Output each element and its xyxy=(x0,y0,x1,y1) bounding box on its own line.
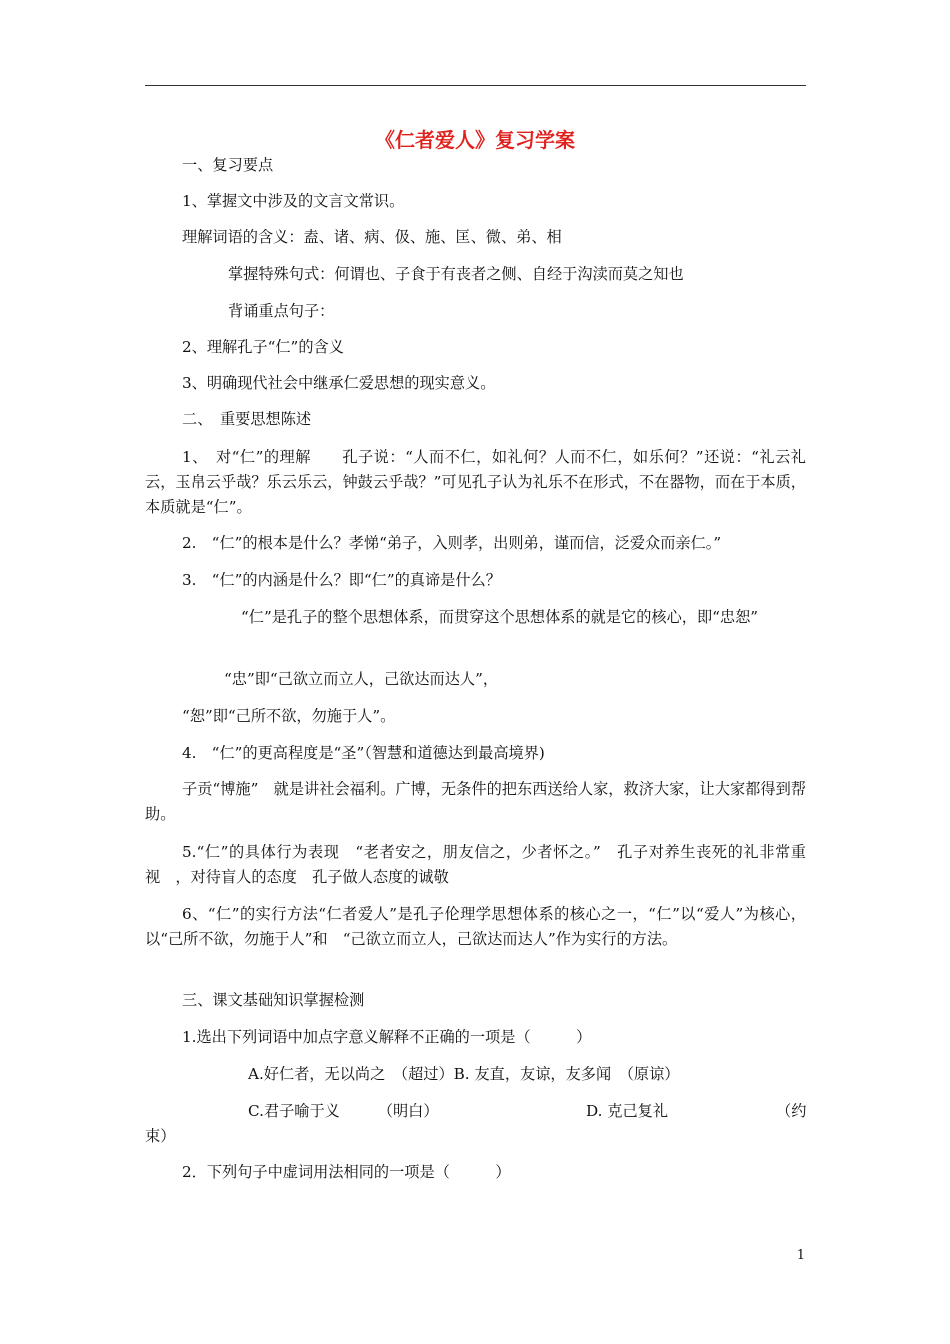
paragraph: “仁”是孔子的整个思想体系，而贯穿这个思想体系的就是它的核心，即“忠恕” xyxy=(241,608,759,626)
option-line: A.好仁者，无以尚之 （超过）B. 友直，友谅，友多闻 （原谅） xyxy=(248,1065,680,1083)
option-line: （约 xyxy=(776,1102,807,1120)
text-line: 3、明确现代社会中继承仁爱思想的现实意义。 xyxy=(182,374,496,392)
header-rule xyxy=(145,85,806,86)
text-line: 4. “仁”的更高程度是“圣”（智慧和道德达到最高境界) xyxy=(182,744,545,762)
text-line: 2. “仁”的根本是什么？孝悌“弟子，入则孝，出则弟，谨而信，泛爱众而亲仁。” xyxy=(182,534,722,552)
paragraph: 6、“仁”的实行方法“仁者爱人”是孔子伦理学思想体系的核心之一，“仁”以“爱人”为核心，以“己所不欲，勿施于人”和 “己欲立而立人，己欲达而达人”作为实行的方法。 xyxy=(145,905,806,948)
text-line: “忠”即“己欲立而立人，己欲达而达人”， xyxy=(224,670,499,688)
document-title: 《仁者爱人》复习学案 xyxy=(375,128,575,152)
text-line: 3. “仁”的内涵是什么？即“仁”的真谛是什么？ xyxy=(182,571,501,589)
option-line: C.君子喻于义 （明白） xyxy=(248,1102,439,1120)
option-line: 束） xyxy=(145,1127,176,1145)
text-line: 2、理解孔子“仁”的含义 xyxy=(182,338,344,356)
text-line: 1、掌握文中涉及的文言文常识。 xyxy=(182,192,405,210)
paragraph: 子贡“博施” 就是讲社会福利。广博，无条件的把东西送给人家，救济大家，让大家都得到帮助。 xyxy=(145,780,806,823)
section-heading-3: 三、课文基础知识掌握检测 xyxy=(182,991,365,1009)
paragraph: 1、 对“仁”的理解 孔子说：“人而不仁，如礼何？人而不仁，如乐何？”还说：“礼云礼云，玉帛云乎哉？乐云乐云，钟鼓云乎哉？”可见孔子认为礼乐不在形式，不在器物，而在于本质，本质就是“仁”。 xyxy=(145,448,806,516)
text-line: 理解词语的含义：盍、诸、病、伋、施、匡、微、弟、相 xyxy=(182,228,562,246)
question-line: 1.选出下列词语中加点字意义解释不正确的一项是（ ） xyxy=(182,1028,592,1046)
text-line: 掌握特殊句式：何谓也、子食于有丧者之侧、自经于沟渎而莫之知也 xyxy=(228,265,684,283)
section-heading-2: 二、 重要思想陈述 xyxy=(182,410,312,428)
question-line: 2．下列句子中虚词用法相同的一项是（ ） xyxy=(182,1163,511,1181)
option-line: D. 克己复礼 xyxy=(586,1102,669,1120)
paragraph: 5.“仁”的具体行为表现 “老者安之，朋友信之，少者怀之。” 孔子对养生丧死的礼非常重视 ，对待盲人的态度 孔子做人态度的诚敬 xyxy=(145,843,806,886)
text-line: 背诵重点句子： xyxy=(228,302,335,320)
page-number: 1 xyxy=(796,1248,805,1263)
text-line: “恕”即“己所不欲，勿施于人”。 xyxy=(182,707,396,725)
section-heading-1: 一、复习要点 xyxy=(182,156,274,174)
